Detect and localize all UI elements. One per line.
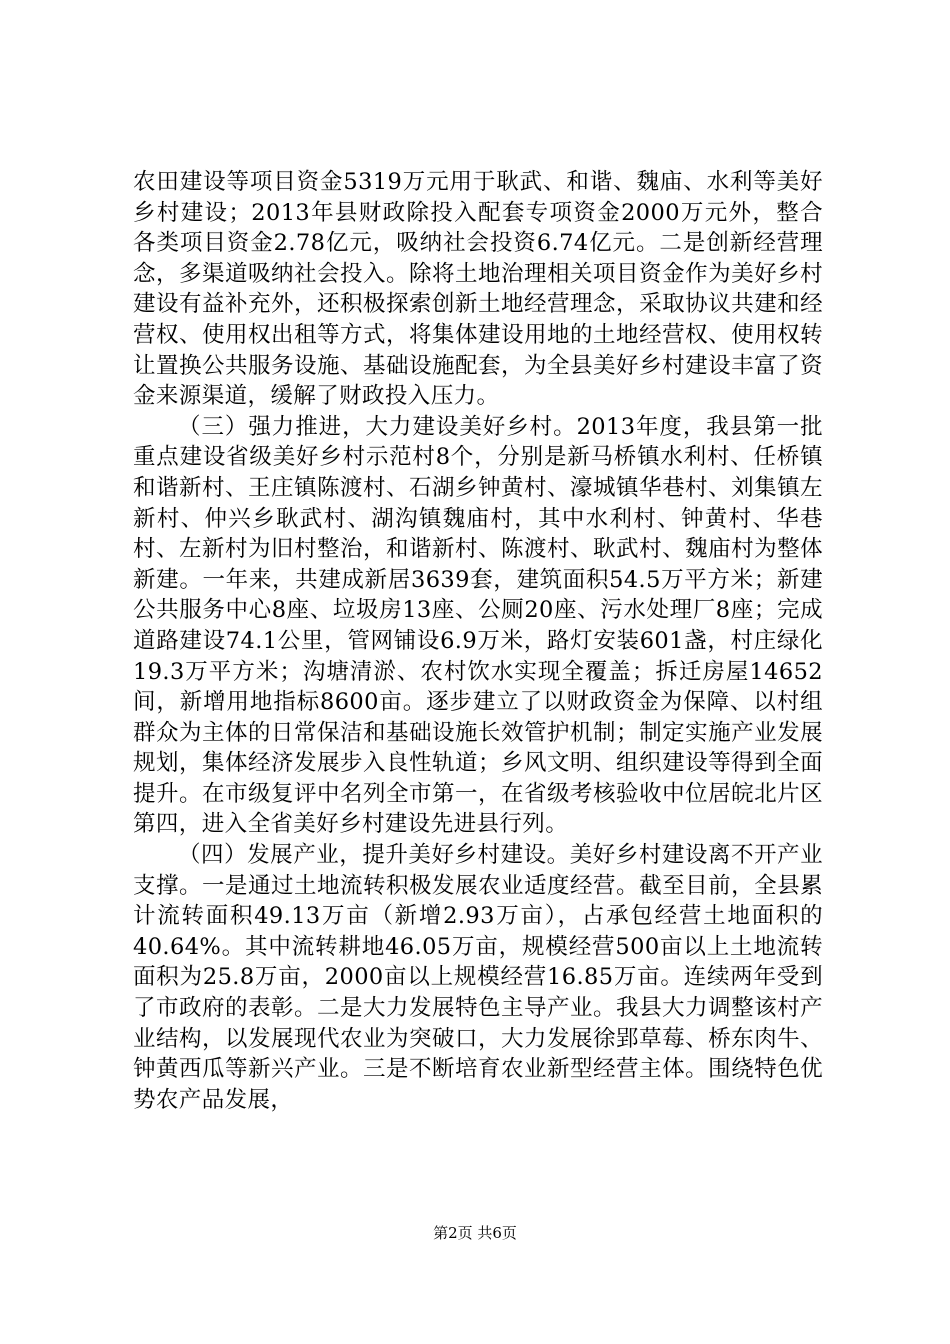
body-text (133, 167, 823, 1115)
paragraph-continuation: 农田建设等项目资金5319万元用于耿武、和谐、魏庙、水利等美好乡村建设；2013年县财政除投入配套专项资金2000万元外，整合各类项目资金2.78亿元，吸纳社会投资6.74亿元。二是创新经营理念，多渠道吸纳社会投入。除将土地治理相关项目资金作为美好乡村建设有益补充外，还积极探索创新土地经营理念，采取协议共建和经营权、使用权出租等方式，将集体建设用地的土地经营权、使用权转让置换公共服务设施、基础设施配套，为全县美好乡村建设丰富了资金来源渠道，缓解了财政投入压力。 (133, 169, 823, 410)
paragraph-section-four: （四）发展产业，提升美好乡村建设。美好乡村建设离不开产业支撑。一是通过土地流转积极发展农业适度经营。截至目前，全县累计流转面积49.13万亩（新增2.93万亩），占承包经营土地面积的40.64%。其中流转耕地46.05万亩，规模经营500亩以上土地流转面积为25.8万亩，2000亩以上规模经营16.85万亩。连续两年受到了市政府的表彰。二是大力发展特色主导产业。我县大力调整该村产业结构，以发展现代农业为突破口，大力发展徐郢草莓、桥东肉牛、钟黄西瓜等新兴产业。三是不断培育农业新型经营主体。围绕特色优势农产品发展， (133, 842, 823, 1113)
page-footer: 第2页 共6页 (433, 1224, 517, 1242)
paragraph-section-three: （三）强力推进，大力建设美好乡村。2013年度，我县第一批重点建设省级美好乡村示范村8个，分别是新马桥镇水利村、任桥镇和谐新村、王庄镇陈渡村、石湖乡钟黄村、濠城镇华巷村、刘集镇左新村、仲兴乡耿武村、湖沟镇魏庙村，其中水利村、钟黄村、华巷村、左新村为旧村整治，和谐新村、陈渡村、耿武村、魏庙村为整体新建。一年来，共建成新居3639套，建筑面积54.5万平方米；新建公共服务中心8座、垃圾房13座、公厕20座、污水处理厂8座；完成道路建设74.1公里，管网铺设6.9万米，路灯安装601盏，村庄绿化19.3万平方米；沟塘清淤、农村饮水实现全覆盖；拆迁房屋14652间，新增用地指标8600亩。逐步建立了以财政资金为保障、以村组群众为主体的日常保洁和基础设施长效管护机制；制定实施产业发展规划，集体经济发展步入良性轨道；乡风文明、组织建设等得到全面提升。在市级复评中名列全市第一，在省级考核验收中位居皖北片区第四，进入全省美好乡村建设先进县行列。 (133, 413, 823, 838)
